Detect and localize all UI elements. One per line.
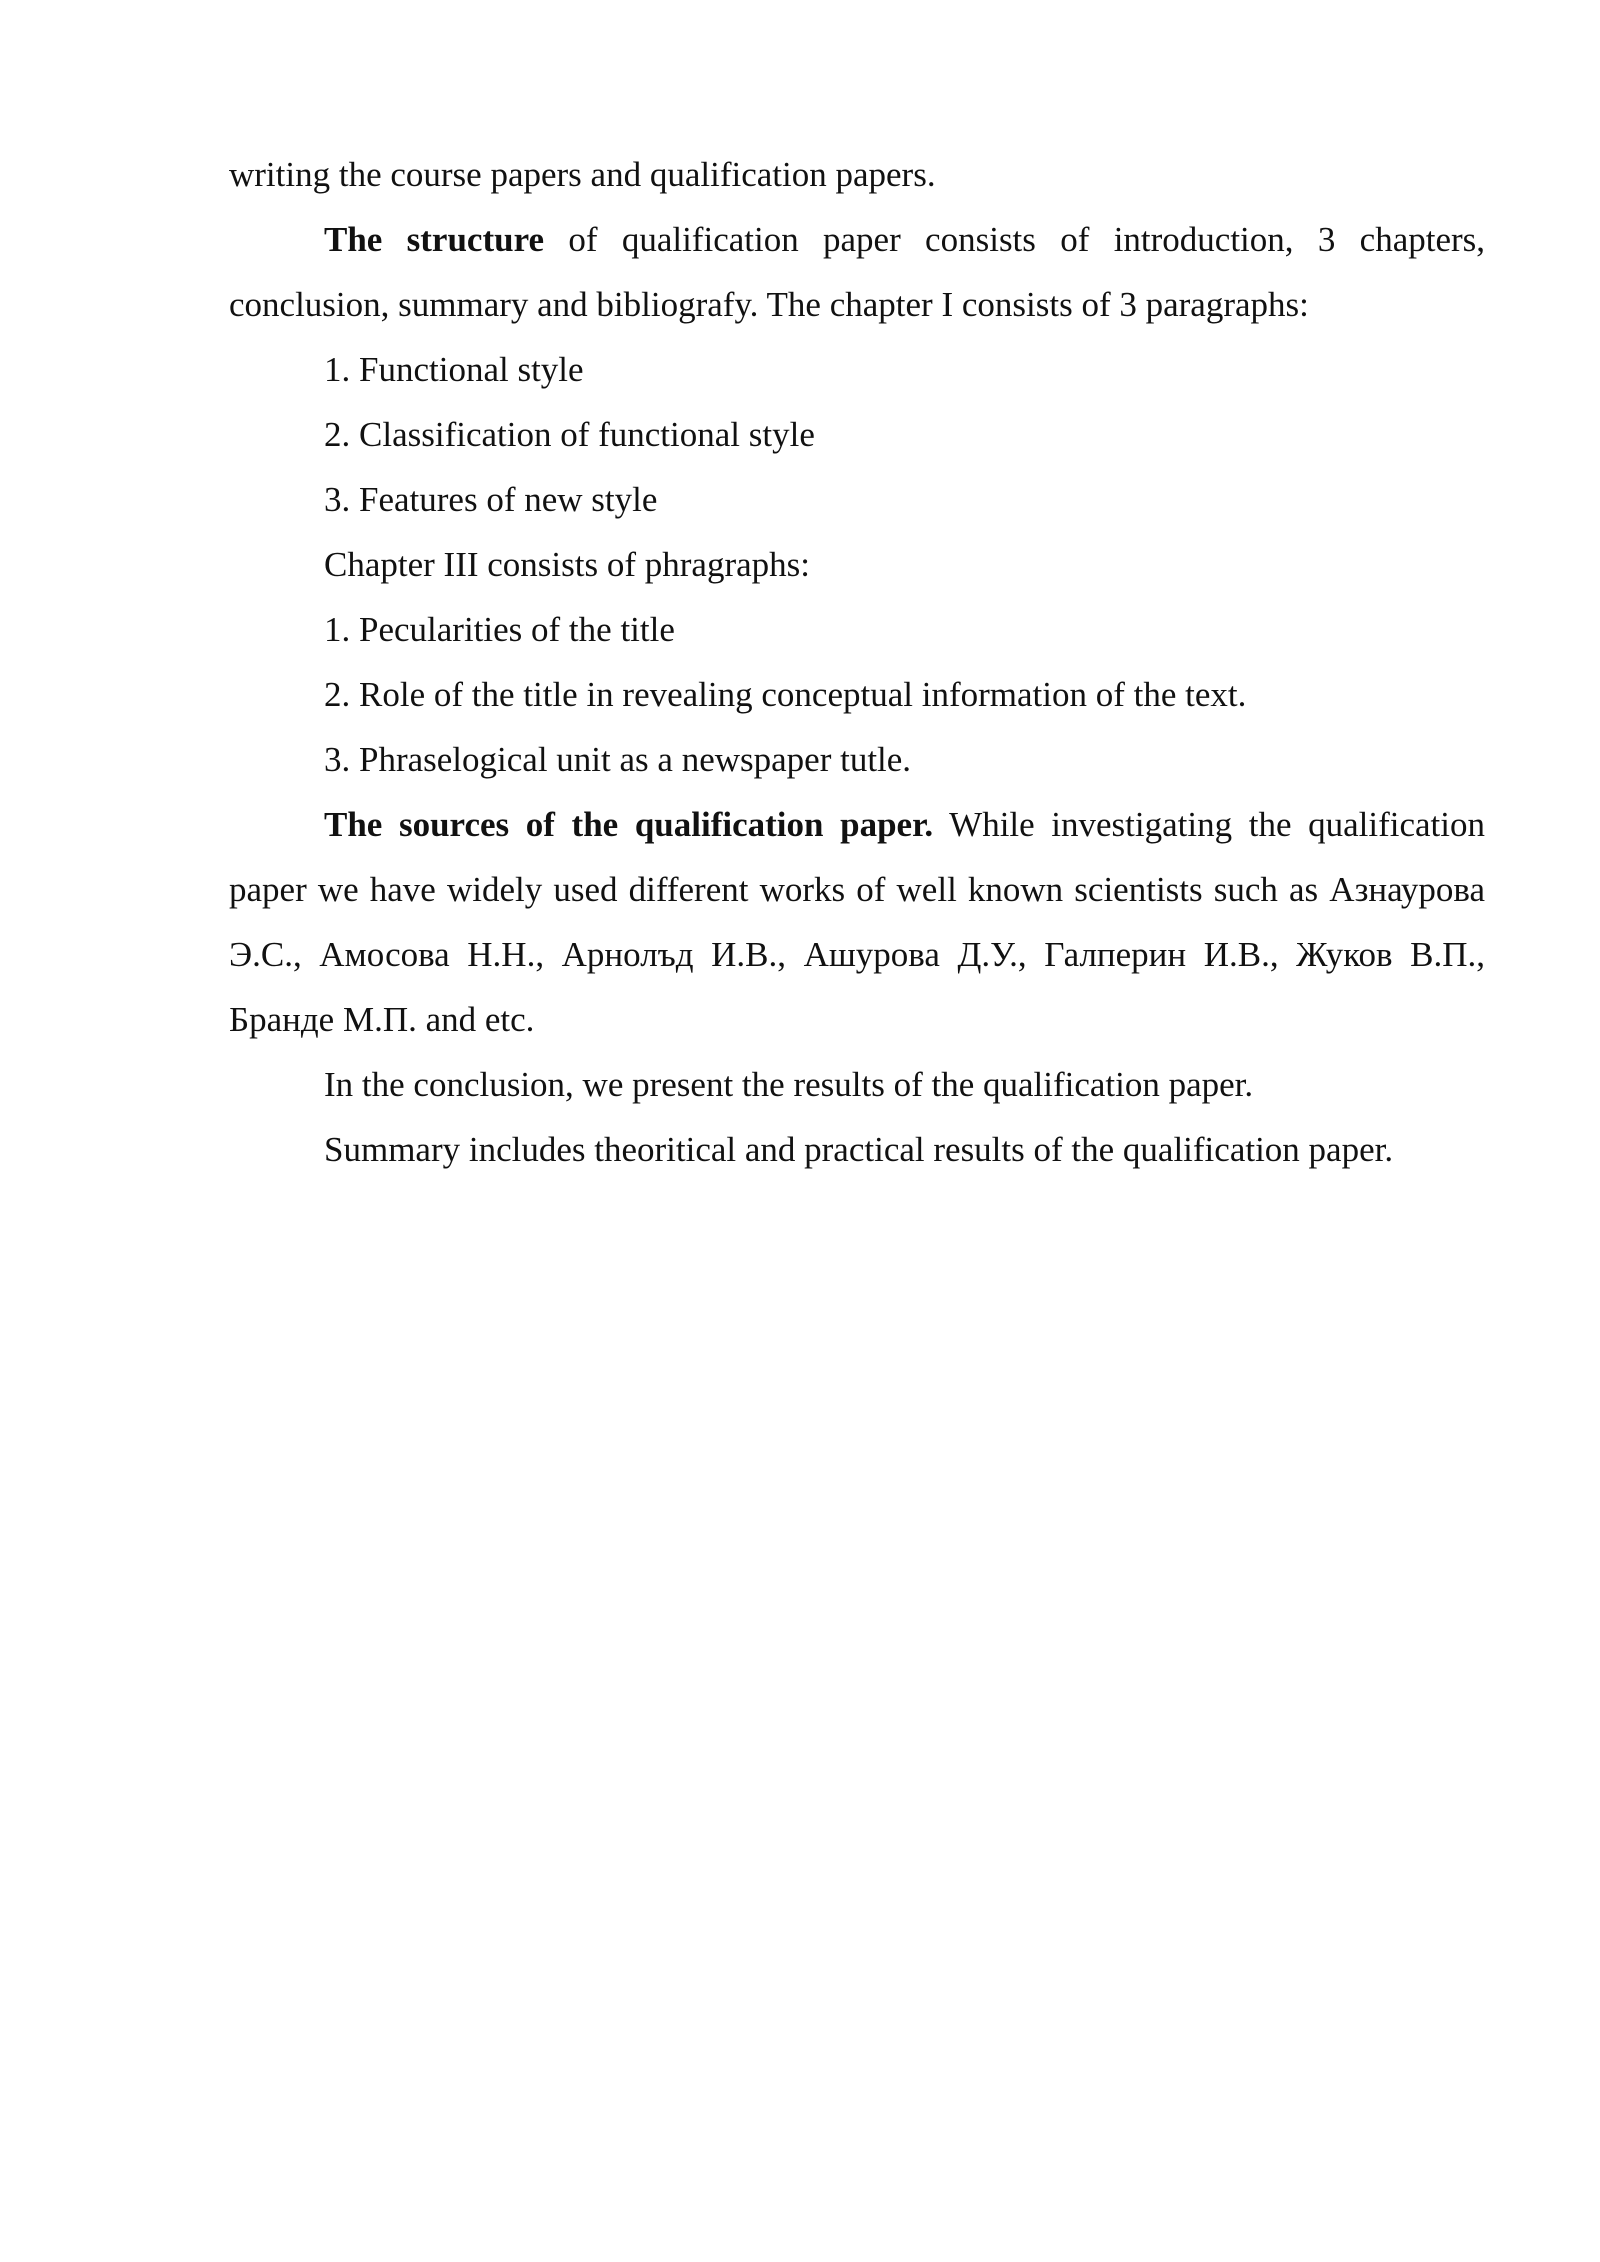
chapter1-item: 2. Classification of functional style xyxy=(324,415,815,454)
continuation-paragraph xyxy=(229,142,1485,207)
sources-paragraph xyxy=(229,792,1485,1052)
chapter1-item: 3. Features of new style xyxy=(324,480,658,519)
continuation-text: writing the course papers and qualification papers. xyxy=(229,155,936,194)
chapter3-item: 1. Pecularities of the title xyxy=(324,610,675,649)
structure-text: of qualification paper consists of introduction, 3 chapters, conclusion, summary and bibliografy. The chapter I consists of 3 paragraphs: xyxy=(229,220,1486,324)
conclusion-paragraph xyxy=(229,1052,1485,1117)
chapter3-item: 3. Phraselogical unit as a newspaper tutle. xyxy=(324,740,912,779)
chapter3-heading: Chapter III consists of phragraphs: xyxy=(324,545,810,584)
sources-text: While investigating the qualification paper we have widely used different works of well known scientists such as Азнаурова Э.С., Амосова Н.Н., Арнолъд И.В., Ашурова Д.У., Галперин И.В., Жуков В.П., Бранде М.П. and etc. xyxy=(229,805,1486,1039)
summary-text: Summary includes theoritical and practical results of the qualification paper. xyxy=(324,1130,1394,1169)
chapter1-item: 1. Functional style xyxy=(324,350,584,389)
sources-lead: The sources of the qualification paper. xyxy=(324,805,934,844)
document-body xyxy=(229,142,1485,1182)
summary-paragraph xyxy=(229,1117,1485,1182)
conclusion-text: In the conclusion, we present the results of the qualification paper. xyxy=(324,1065,1254,1104)
chapter3-item: 2. Role of the title in revealing conceptual information of the text. xyxy=(324,675,1247,714)
structure-paragraph xyxy=(229,207,1485,337)
structure-lead: The structure xyxy=(324,220,545,259)
